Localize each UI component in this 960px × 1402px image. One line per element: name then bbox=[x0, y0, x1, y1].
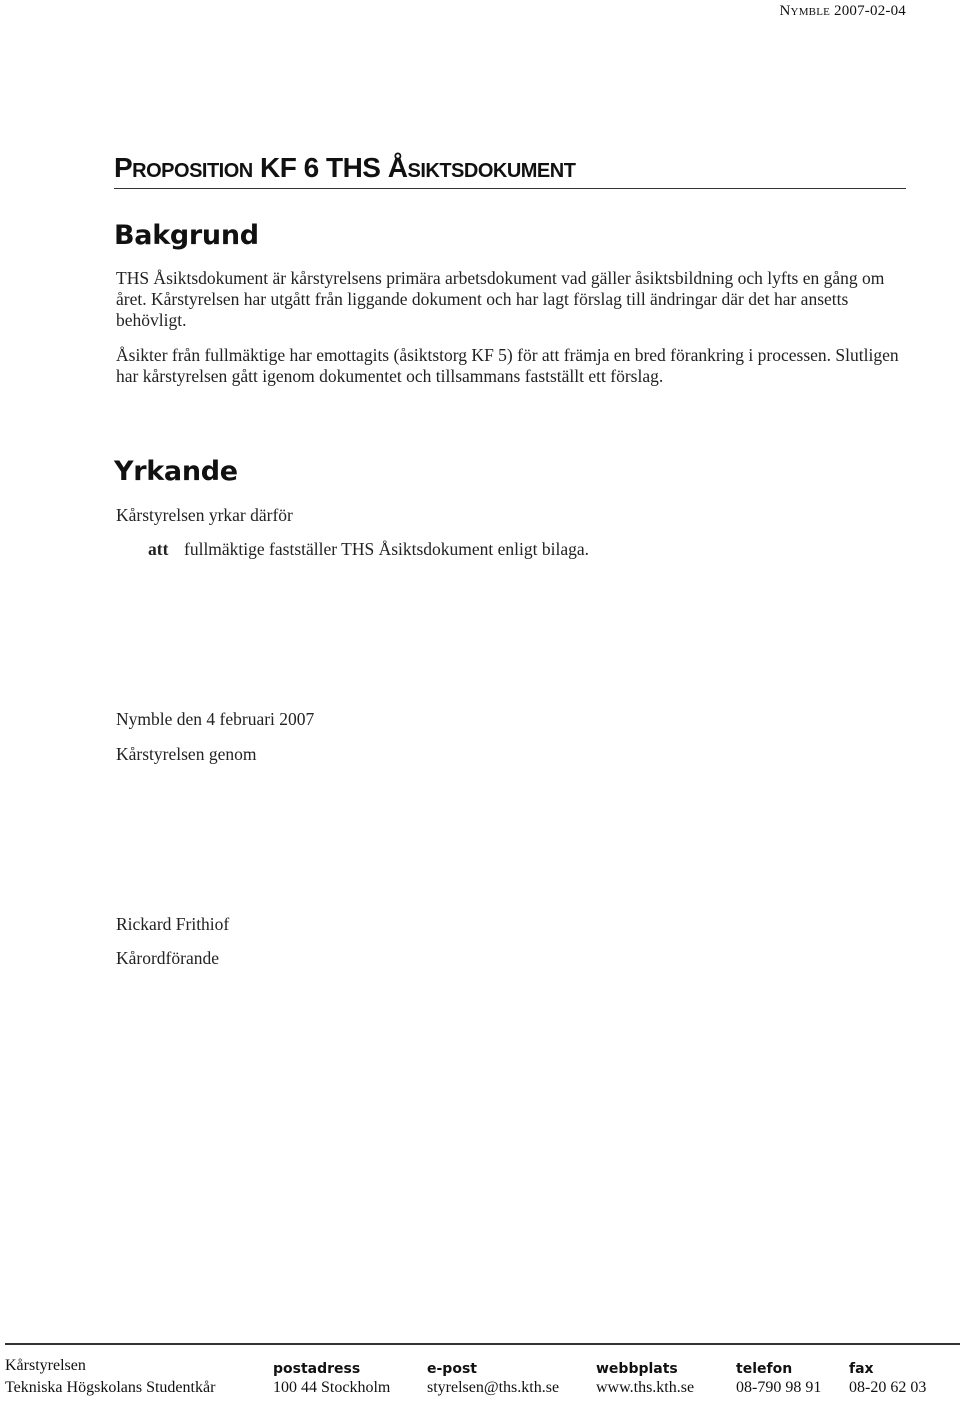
signature-on-behalf: Kårstyrelsen genom bbox=[116, 744, 257, 764]
background-paragraph-2: Åsikter från fullmäktige har emottagits (åsiktstorg KF 5) för att främja en bred förankring i processen. Slutligen har kårstyrelsen gått igenom dokumentet och tillsammans fastställt ett förslag. bbox=[116, 345, 899, 386]
footer-label-phone: telefon bbox=[736, 1361, 793, 1377]
motion-att-label: att bbox=[148, 539, 169, 559]
footer-value-email[interactable]: styrelsen@ths.kth.se bbox=[427, 1379, 560, 1396]
footer-divider bbox=[5, 1343, 960, 1345]
signature-name: Rickard Frithiof bbox=[116, 914, 230, 934]
footer-label-postal-address: postadress bbox=[273, 1361, 361, 1377]
footer-org-name: Kårstyrelsen bbox=[5, 1357, 86, 1374]
footer-value-phone: 08-790 98 91 bbox=[736, 1379, 822, 1396]
section-heading-background: Bakgrund bbox=[114, 220, 259, 251]
motion-intro: Kårstyrelsen yrkar därför bbox=[116, 505, 293, 525]
footer-label-email: e-post bbox=[427, 1361, 477, 1377]
footer-label-fax: fax bbox=[849, 1361, 874, 1377]
footer-value-postal-address: 100 44 Stockholm bbox=[273, 1379, 391, 1396]
signature-place-date: Nymble den 4 februari 2007 bbox=[116, 709, 315, 729]
background-paragraph-1: THS Åsiktsdokument är kårstyrelsens primära arbetsdokument vad gäller åsiktsbildning och lyfts en gång om året. Kårstyrelsen har utgått från liggande dokument och har lagt förslag till ändringar där det har ansetts behövligt. bbox=[116, 268, 885, 330]
footer-label-website: webbplats bbox=[596, 1361, 678, 1377]
motion-att-text: fullmäktige fastställer THS Åsiktsdokument enligt bilaga. bbox=[184, 539, 590, 559]
footer-value-website[interactable]: www.ths.kth.se bbox=[596, 1379, 695, 1396]
footer-org-full-name: Tekniska Högskolans Studentkår bbox=[5, 1379, 216, 1396]
signature-role: Kårordförande bbox=[116, 948, 220, 968]
document-title: Proposition KF 6 THS Åsiktsdokument bbox=[114, 152, 906, 189]
header-date-stamp: Nymble 2007-02-04 bbox=[779, 3, 906, 19]
section-heading-motion: Yrkande bbox=[114, 456, 238, 487]
footer-value-fax: 08-20 62 03 bbox=[849, 1379, 927, 1396]
